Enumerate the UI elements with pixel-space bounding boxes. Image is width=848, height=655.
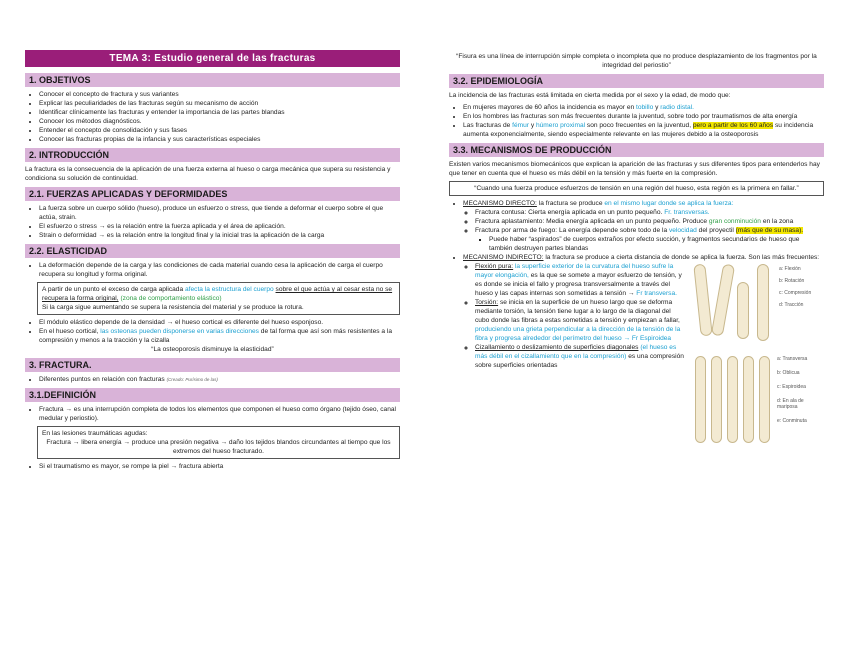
figure-tipos: [689, 354, 824, 449]
elasticidad-list: [25, 261, 400, 279]
figure-label: a: Transversa: [777, 356, 808, 362]
heading-epidemiologia: 3.2. EPIDEMIOLOGÍA: [449, 74, 824, 88]
list-item: ▪ Puede haber “aspirados” de cuerpos extraños por efecto succión, y fragmentos secundarios de hueso que también destruyen partes blandas: [489, 235, 824, 253]
heading-elasticidad: 2.2. ELASTICIDAD: [25, 244, 400, 258]
list-item: • Entender el concepto de consolidación y sus fases: [39, 126, 400, 135]
text: Las fracturas de: [463, 122, 511, 129]
text: Fractura aplastamiento:: [475, 218, 545, 225]
list-item: • Conocer las fracturas propias de la infancia y sus características especiales: [39, 135, 400, 144]
list-item: [475, 343, 685, 370]
elasticidad-box: [37, 282, 400, 315]
text: se inicia en la superficie de un hueso largo que se deforma mediante torsión, la tensión tiene lugar a lo largo de la diagonal del cubo donde las fibras a estas sometidas a tensión y empiezan a fallar,: [475, 299, 680, 324]
text-yellow: pero a partir de los 60 años: [692, 122, 774, 129]
heading-definicion: 3.1.DEFINICIÓN: [25, 388, 400, 402]
list-item: [475, 298, 685, 343]
elasticidad-list-2: [25, 318, 400, 345]
bone-image: [759, 356, 770, 443]
intro-text: La fractura es la consecuencia de la aplicación de una fuerza externa al hueso o carga mecánica que supera su resistencia y condiciona su solución de continuidad.: [25, 166, 391, 182]
osteoporosis-quote: “La osteoporosis disminuye la elasticidad”: [151, 346, 274, 353]
definicion-list: [25, 405, 400, 423]
text: su incidencia aumenta exponencialmente, siendo especialmente relevante en las mujeres debido a la osteoporosis: [463, 122, 814, 138]
text: es una compresión sobre superficies orientadas: [475, 353, 684, 369]
text: la fractura se produce: [538, 200, 603, 207]
tension-box: [449, 181, 824, 196]
list-item: [463, 121, 824, 139]
text: y: [655, 104, 659, 111]
heading-fuerzas: 2.1. FUERZAS APLICADAS Y DEFORMIDADES: [25, 187, 400, 201]
list-item: • Identificar clínicamente las fracturas y entender la importancia de las partes blandas: [39, 108, 400, 117]
text-highlight: Fr. transversas.: [664, 209, 710, 216]
figure-label: d: Tracción: [779, 302, 804, 308]
left-column: [25, 50, 400, 471]
list-item: [475, 217, 824, 226]
bone-image: [757, 264, 769, 341]
list-item: • Fractura → es una interrupción completa de todos los elementos que componen el hueso como órgano (tejido óseo, canal medular y periostio).: [39, 405, 400, 423]
text-highlight: (el hueso es más débil en el cizallamiento que en la compresión): [475, 344, 677, 360]
box-text-green: (zona de comportamiento elástico): [120, 295, 222, 302]
heading-introduccion: 2. INTRODUCCIÓN: [25, 148, 400, 162]
list-item: [463, 103, 824, 112]
bone-image: [743, 356, 754, 443]
figure-label: c: Compresión: [779, 290, 812, 296]
list-item: • Si el traumatismo es mayor, se rompe la piel → fractura abierta: [39, 462, 400, 471]
text-highlight: las osteonas pueden disponerse en varias direcciones: [100, 328, 259, 335]
bone-image: [693, 264, 712, 337]
objetivos-list: [25, 90, 400, 144]
indirecto-row: [449, 262, 824, 452]
list-item: [475, 208, 824, 217]
bone-image: [737, 282, 749, 339]
bone-image: [695, 356, 706, 443]
text: y: [530, 122, 535, 129]
box-text: Fractura → libera energía → produce una presión negativa → daño los tejidos blandos circundantes al tiempo que los extremos del hueso fracturado.: [46, 439, 391, 455]
heading-objetivos: 1. OBJETIVOS: [25, 73, 400, 87]
list-item: • Conocer el concepto de fractura y sus variantes: [39, 90, 400, 99]
text: Media energía aplicada en un punto pequeño. Produce: [546, 218, 708, 225]
bone-image: [711, 356, 722, 443]
list-item: [463, 253, 824, 262]
heading-fractura: 3. FRACTURA.: [25, 358, 400, 372]
text: En mujeres mayores de 60 años la incidencia es mayor en: [463, 104, 635, 111]
definicion-list-2: [25, 462, 400, 471]
box-text: Si la carga sigue aumentando se supera la resistencia del material y se produce la rotura.: [42, 304, 304, 311]
figure-label: b: Oblicua: [777, 370, 800, 376]
list-item: [475, 226, 824, 235]
text: Fractura contusa:: [475, 209, 527, 216]
right-column: [449, 52, 824, 452]
list-item: [39, 375, 400, 384]
text: Cizallamiento o deslizamiento de superficies diagonales: [475, 344, 639, 351]
figure-label: b: Rotación: [779, 278, 805, 284]
fractura-list: [25, 375, 400, 384]
fisura-quote: “Fisura es una línea de interrupción simple completa o incompleta que no produce desplazamiento de los fragmentos por la integridad del periostio”: [456, 53, 817, 69]
box-text-highlight: afecta la estructura del cuerpo: [184, 286, 274, 293]
figure-label: d: En ala de mariposa: [777, 398, 804, 410]
text: la fractura se produce a cierta distancia de donde se aplica la fuerza. Son las más frecuentes:: [545, 254, 820, 261]
box-text: “Cuando una fuerza produce esfuerzos de tensión en una región del hueso, esta región es la primera en fallar.”: [474, 185, 799, 192]
figure-label: a: Flexión: [779, 266, 801, 272]
epidemiologia-text: La incidencia de las fracturas está limitada en cierta medida por el sexo y la edad, de modo que:: [449, 92, 731, 99]
text-highlight: en el mismo lugar donde se aplica la fuerza:: [604, 200, 734, 207]
text-highlight: tobillo: [636, 104, 654, 111]
text: Diferentes puntos en relación con fracturas: [39, 376, 165, 383]
text: Flexión pura:: [475, 263, 514, 270]
page-title: TEMA 3: Estudio general de las fracturas: [25, 50, 400, 67]
fuerzas-list: [25, 204, 400, 240]
text: de tal forma que así son más resistentes a la compresión y menos a la tracción y la cizalla: [39, 328, 393, 344]
bone-image: [727, 356, 738, 443]
text-highlight: velocidad: [668, 227, 697, 234]
note: (Creado: Purísimo de las): [166, 377, 218, 382]
text-green: gran conminución: [708, 218, 761, 225]
bone-figures: [689, 262, 824, 452]
text: es la que se somete a mayor esfuerzo de tensión, y es donde se inicia el fallo y progresa transversalmente a través del hueso y las capas internas son sometidas a tensión →: [475, 272, 682, 297]
text-highlight: Fr transversa.: [636, 290, 677, 297]
indirecto-text: [449, 262, 685, 452]
arma-sublist: [449, 235, 824, 253]
list-item: [463, 199, 824, 208]
box-title: En las lesiones traumáticas agudas:: [42, 430, 148, 437]
mecanismos-text: Existen varios mecanismos biomecánicos que explican la aparición de las fracturas y sus diferentes tipos para entenderlos hay que tener en cuenta que el hueso es más débil en la tensión y más fuerte en la compresión.: [449, 161, 820, 177]
heading-mecanismos: 3.3. MECANISMOS DE PRODUCCIÓN: [449, 143, 824, 157]
lesiones-box: [37, 426, 400, 459]
text-highlight: Fr Espiroidea: [631, 335, 672, 342]
text-highlight: produciendo una grieta perpendicular a la dirección de la tensión de la fibra y progresa alrededor del perímetro del hueso →: [475, 326, 681, 342]
list-item: • En los hombres las fracturas son más frecuentes durante la juventud, sobre todo por traumatismos de alta energía: [463, 112, 824, 121]
text: Fractura por arma de fuego:: [475, 227, 558, 234]
epidemiologia-list: [449, 103, 824, 139]
figure-label: c: Espiroidea: [777, 384, 806, 390]
list-item: • La fuerza sobre un cuerpo sólido (hueso), produce un esfuerzo o stress, que tiende a deformar el cuerpo sobre el que actúa, strain.: [39, 204, 400, 222]
text: Cierta energía aplicada en un punto pequeño.: [528, 209, 663, 216]
text: del proyectil: [698, 227, 734, 234]
list-item: • Conocer los métodos diagnósticos.: [39, 117, 400, 126]
box-text-underlined: sobre el que actúa y al cesar esta no se recupera la forma original,: [42, 286, 393, 302]
text: son poco frecuentes en la juventud,: [586, 122, 692, 129]
text: Torsión:: [475, 299, 499, 306]
mecanismo-directo-list: [449, 199, 824, 208]
text: MECANISMO INDIRECTO:: [463, 254, 544, 261]
text-highlight: radio distal.: [660, 104, 694, 111]
figure-mecanismos: [689, 262, 824, 352]
bone-image: [711, 264, 735, 337]
text: MECANISMO DIRECTO:: [463, 200, 537, 207]
directo-sublist: [449, 208, 824, 235]
list-item: • El esfuerzo o stress → es la relación entre la fuerza aplicada y el área de aplicación.: [39, 222, 400, 231]
mecanismo-indirecto-list: [449, 253, 824, 262]
box-text: A partir de un punto el exceso de carga aplicada: [42, 286, 184, 293]
text-highlight: la superficie exterior de la curvatura del hueso sufre la mayor elongación,: [475, 263, 674, 279]
indirecto-sublist: [449, 262, 685, 370]
list-item: [39, 327, 400, 345]
text: en la zona: [762, 218, 794, 225]
list-item: • La deformación depende de la carga y las condiciones de cada material cuando cesa la aplicación de carga el cuerpo recupera su longitud y forma original.: [39, 261, 400, 279]
list-item: • Strain o deformidad → es la relación entre la longitud final y la inicial tras la aplicación de la carga: [39, 231, 400, 240]
list-item: • El módulo elástico depende de la densidad → el hueso cortical es diferente del hueso esponjoso.: [39, 318, 400, 327]
text-yellow: (más que de su masa).: [735, 227, 804, 234]
text-highlight: fémur: [512, 122, 529, 129]
text: En el hueso cortical,: [39, 328, 99, 335]
figure-label: e: Conminuta: [777, 418, 807, 424]
text-highlight: húmero proximal: [535, 122, 586, 129]
list-item: [475, 262, 685, 298]
text: La energía depende sobre todo de la: [558, 227, 668, 234]
list-item: • Explicar las peculiaridades de las fracturas según su mecanismo de acción: [39, 99, 400, 108]
